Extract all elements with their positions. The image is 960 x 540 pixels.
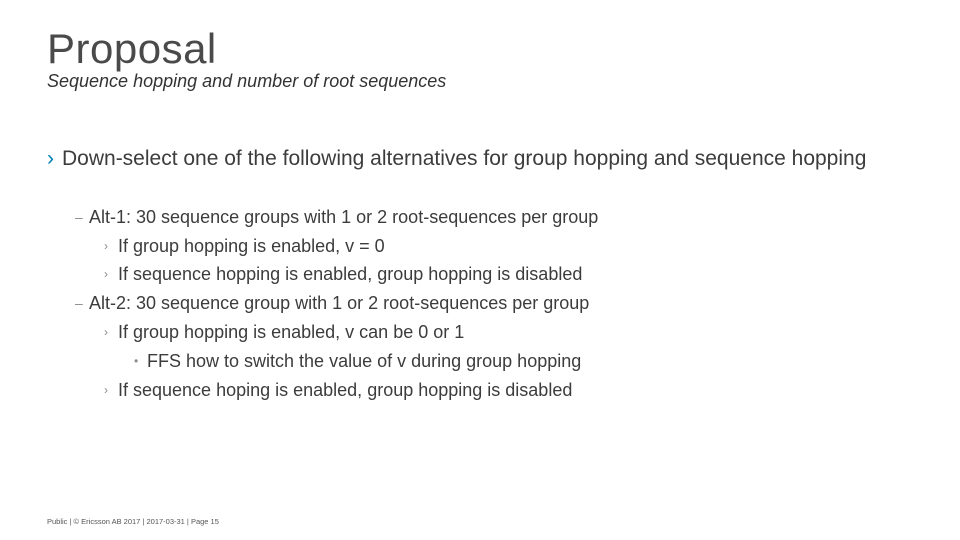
bullet-marker-alt2: –	[75, 295, 83, 311]
slide-title: Proposal	[47, 25, 217, 72]
bullet-alt2-item1: If group hopping is enabled, v can be 0 or 1	[118, 322, 465, 342]
bullet-l1-text: Down-select one of the following alternatives for group hopping and sequence hopping	[62, 147, 867, 170]
bullet-alt1-text: Alt-1: 30 sequence groups with 1 or 2 root-sequences per group	[89, 207, 599, 227]
bullet-marker-alt1-item2: ›	[104, 267, 108, 281]
slide-subtitle: Sequence hopping and number of root sequences	[47, 71, 447, 91]
bullet-marker-alt2-item1-sub: •	[134, 354, 139, 368]
bullet-alt2-item2: If sequence hoping is enabled, group hopping is disabled	[118, 380, 573, 400]
bullet-marker-alt1-item1: ›	[104, 239, 108, 253]
bullet-marker-l1: ›	[47, 147, 54, 170]
bullet-marker-alt2-item2: ›	[104, 383, 108, 397]
bullet-alt2-item1-sub: FFS how to switch the value of v during group hopping	[147, 351, 582, 371]
slide-footer: Public | © Ericsson AB 2017 | 2017-03-31 | Page 15	[47, 517, 219, 526]
bullet-alt1-item2: If sequence hopping is enabled, group hopping is disabled	[118, 264, 583, 284]
bullet-alt1-item1: If group hopping is enabled, v = 0	[118, 236, 385, 256]
bullet-marker-alt1: –	[75, 209, 83, 225]
bullet-alt2-text: Alt-2: 30 sequence group with 1 or 2 root-sequences per group	[89, 293, 590, 313]
bullet-marker-alt2-item1: ›	[104, 325, 108, 339]
